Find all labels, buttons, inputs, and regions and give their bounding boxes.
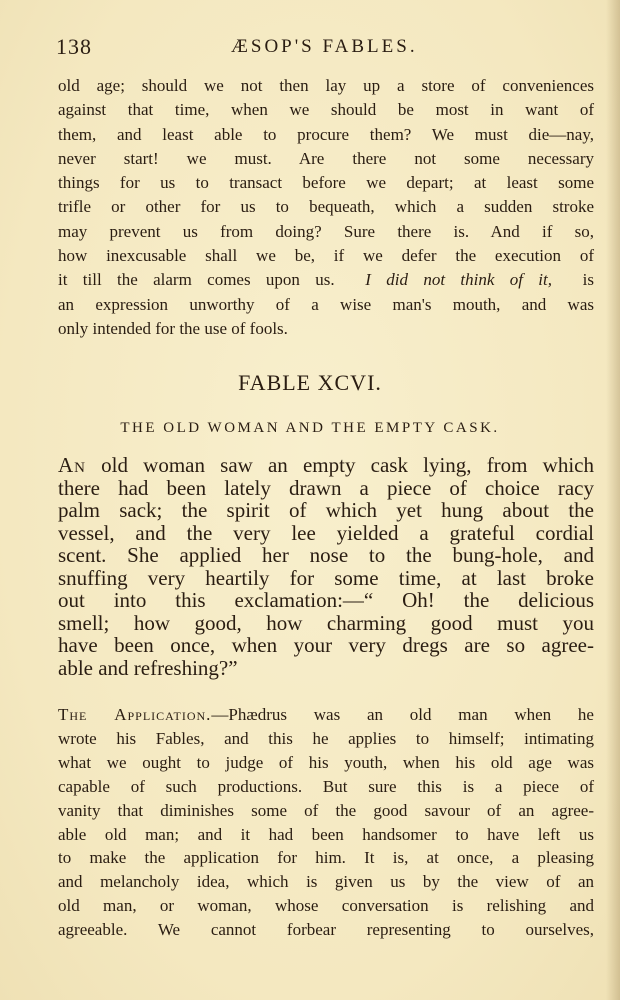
text-line: have been once, when your very dregs are so agree- [58,633,594,657]
application-heading: The Application. [58,705,212,724]
text-line: trifle or other for us to bequeath, which a sudden stroke [58,197,594,217]
page-header [56,34,596,62]
text-line: may prevent us from doing? Sure there is. And if so, [58,221,594,241]
text-line: able and refreshing?” [58,655,238,680]
opening-word: An [58,453,86,477]
text-span: —Phædrus was an old man when he [211,705,594,724]
text-line: to make the application for him. It is, at once, a pleasing [58,848,594,868]
fable-number: FABLE XCVI. [238,370,382,395]
fable-title: THE OLD WOMAN AND THE EMPTY CASK. [120,420,500,436]
text-line: an expression unworthy of a wise man's mouth, and was [58,294,594,314]
text-line: able old man; and it had been handsomer to have left us [58,824,594,844]
text-span: is [582,270,594,290]
text-line [58,454,594,477]
fable-text [58,454,594,679]
text-line: and melancholy idea, which is given us by the view of an [58,872,594,892]
italic-quote: I did not think of it, [365,270,552,290]
text-line: scent. She applied her nose to the bung-hole, and [58,543,594,567]
text-span: old woman saw an empty cask lying, from which [86,453,594,477]
running-title: ÆSOP'S FABLES. [231,36,418,57]
page-edge-shadow [606,0,620,1000]
text-line: how inexcusable shall we be, if we defer the execution of [58,246,594,266]
text-line: never start! we must. Are there not some necessary [58,148,594,168]
page-number: 138 [56,34,92,59]
text-line-with-italic [58,268,594,292]
text-line: what we ought to judge of his youth, when his old age was [58,752,594,772]
text-line: old age; should we not then lay up a store of conveniences [58,76,594,95]
text-line: old man, or woman, whose conversation is relishing and [58,896,594,916]
text-span: it till the alarm comes upon us. [58,270,335,290]
text-line: against that time, when we should be most in want of [58,100,594,120]
text-line: snuffing very heartily for some time, at last broke [58,565,594,590]
text-line: vanity that diminishes some of the good savour of an agree- [58,800,594,820]
text-line: things for us to transact before we depart; at least some [58,173,594,193]
text-line: there had been lately drawn a piece of choice racy [58,475,594,500]
text-line [58,703,594,727]
text-line: wrote his Fables, and this he applies to himself; intimating [58,728,594,748]
text-line: only intended for the use of fools. [58,318,288,338]
application-paragraph [58,703,594,942]
text-line: out into this exclamation:—“ Oh! the delicious [58,588,594,612]
text-line: smell; how good, how charming good must you [58,610,594,635]
text-line: vessel, and the very lee yielded a grateful cordial [58,520,594,545]
text-line: agreeable. We cannot forbear representing to ourselves, [58,920,594,940]
text-line: them, and least able to procure them? We must die—nay, [58,124,594,144]
intro-paragraph [58,74,594,341]
text-line: palm sack; the spirit of which yet hung about the [58,498,594,522]
text-line: capable of such productions. But sure this is a piece of [58,776,594,796]
